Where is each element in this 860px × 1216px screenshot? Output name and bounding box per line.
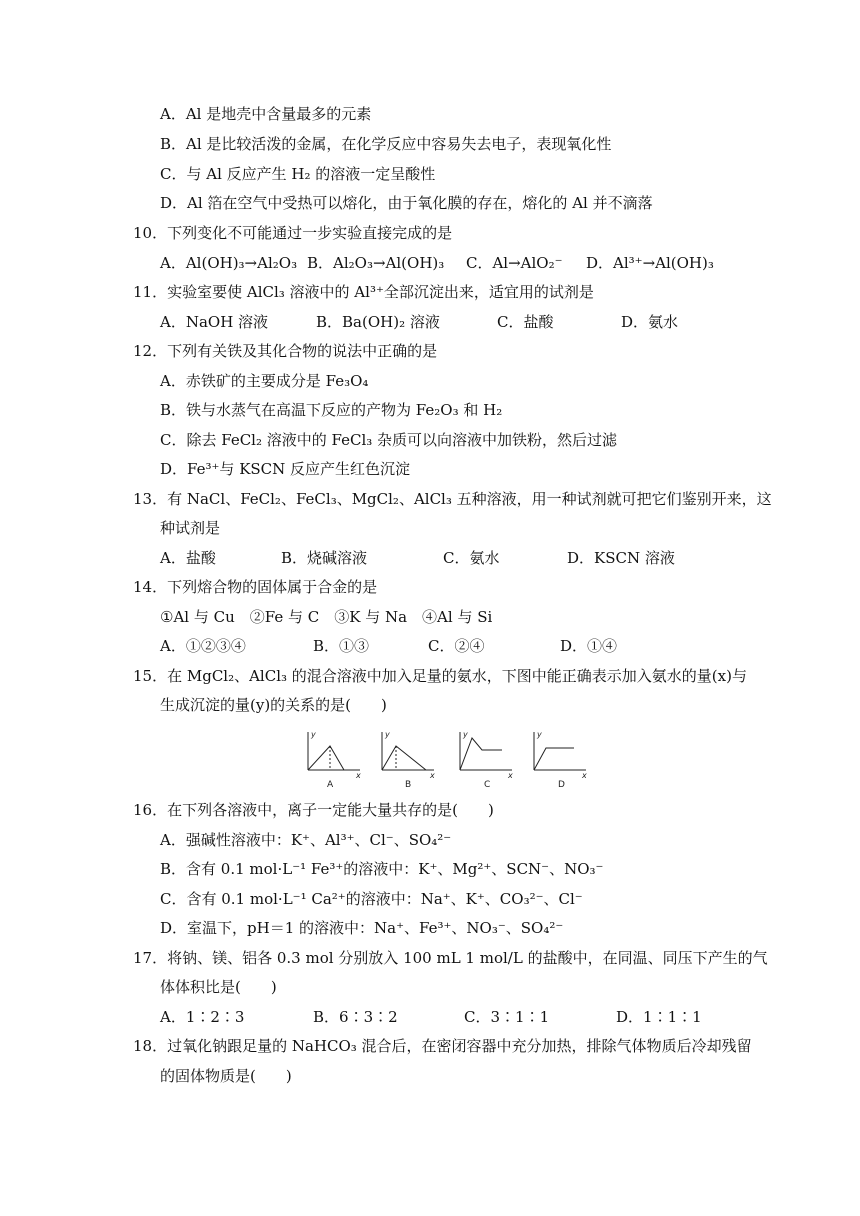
q16-option-b: B．含有 0.1 mol·L⁻¹ Fe³⁺的溶液中：K⁺、Mg²⁺、SCN⁻、NO₃⁻ <box>160 860 604 878</box>
q17-option-b: B．6∶3∶2 <box>313 1008 398 1026</box>
q17-stem-line1: 17．将钠、镁、铝各 0.3 mol 分别放入 100 mL 1 mol/L 的盐酸中，在同温、同压下产生的气 <box>133 949 768 967</box>
q12-stem: 12．下列有关铁及其化合物的说法中正确的是 <box>133 342 438 360</box>
q13-option-c: C．氨水 <box>443 549 500 567</box>
q16-option-c: C．含有 0.1 mol·L⁻¹ Ca²⁺的溶液中：Na⁺、K⁺、CO₃²⁻、Cl⁻ <box>160 890 583 908</box>
graph-c-x-label: x <box>508 771 513 780</box>
q11-stem: 11．实验室要使 AlCl₃ 溶液中的 Al³⁺全部沉淀出来，适宜用的试剂是 <box>133 283 594 301</box>
q11-option-a: A．NaOH 溶液 <box>160 313 269 331</box>
q13-option-d: D．KSCN 溶液 <box>567 549 675 567</box>
q18-stem-line2: 的固体物质是( ) <box>160 1067 292 1085</box>
q11-option-c: C．盐酸 <box>497 313 554 331</box>
graph-b-x-label: x <box>430 771 435 780</box>
q14-items: ①Al 与 Cu ②Fe 与 C ③K 与 Na ④Al 与 Si <box>160 608 493 626</box>
q12-option-a: A．赤铁矿的主要成分是 Fe₃O₄ <box>160 372 369 390</box>
q16-option-d: D．室温下，pH＝1 的溶液中：Na⁺、Fe³⁺、NO₃⁻、SO₄²⁻ <box>160 919 564 937</box>
q16-option-a: A．强碱性溶液中：K⁺、Al³⁺、Cl⁻、SO₄²⁻ <box>160 831 452 849</box>
graph-c-y-label: y <box>463 730 468 739</box>
graph-b <box>382 732 434 770</box>
q13-stem-line2: 种试剂是 <box>160 519 221 537</box>
q13-stem-line1: 13．有 NaCl、FeCl₂、FeCl₃、MgCl₂、AlCl₃ 五种溶液，用一种试剂就可把它们鉴别开来，这 <box>133 490 772 508</box>
q14-option-a: A．①②③④ <box>160 637 246 655</box>
q15-stem-line2: 生成沉淀的量(y)的关系的是( ) <box>160 696 387 714</box>
q14-option-c: C．②④ <box>428 637 485 655</box>
graph-d-x-label: x <box>582 771 587 780</box>
q12-option-b: B．铁与水蒸气在高温下反应的产物为 Fe₂O₃ 和 H₂ <box>160 401 503 419</box>
q10-stem: 10．下列变化不可能通过一步实验直接完成的是 <box>133 224 453 242</box>
q10-option-b: B．Al₂O₃→Al(OH)₃ <box>307 254 445 272</box>
graph-b-label: B <box>405 780 412 790</box>
q14-option-d: D．①④ <box>560 637 618 655</box>
q17-option-c: C．3∶1∶1 <box>464 1008 550 1026</box>
q10-option-a: A．Al(OH)₃→Al₂O₃ <box>160 254 298 272</box>
q9-option-a: A．Al 是地壳中含量最多的元素 <box>160 105 372 123</box>
graph-d-curve <box>534 748 574 770</box>
q15-graphs-svg <box>300 728 590 792</box>
graph-a-y-label: y <box>311 730 316 739</box>
graph-c <box>460 732 512 770</box>
graph-b-y-label: y <box>385 730 390 739</box>
q13-option-a: A．盐酸 <box>160 549 216 567</box>
q15-graph-options <box>300 728 590 792</box>
q10-option-d: D．Al³⁺→Al(OH)₃ <box>586 254 714 272</box>
q14-option-b: B．①③ <box>313 637 370 655</box>
q15-stem-line1: 15．在 MgCl₂、AlCl₃ 的混合溶液中加入足量的氨水，下图中能正确表示加入氨水的量(x)与 <box>133 667 747 685</box>
q14-stem: 14．下列熔合物的固体属于合金的是 <box>133 578 378 596</box>
q12-option-c: C．除去 FeCl₂ 溶液中的 FeCl₃ 杂质可以向溶液中加铁粉，然后过滤 <box>160 431 618 449</box>
q10-option-c: C．Al→AlO₂⁻ <box>466 254 563 272</box>
graph-a-curve <box>308 746 344 770</box>
graph-d-y-label: y <box>537 730 542 739</box>
graph-a-label: A <box>327 780 334 790</box>
q17-stem-line2: 体体积比是( ) <box>160 978 277 996</box>
graph-c-label: C <box>484 780 491 790</box>
q12-option-d: D．Fe³⁺与 KSCN 反应产生红色沉淀 <box>160 460 411 478</box>
q11-option-b: B．Ba(OH)₂ 溶液 <box>316 313 440 331</box>
q16-stem: 16．在下列各溶液中，离子一定能大量共存的是( ) <box>133 801 494 819</box>
q9-option-c: C．与 Al 反应产生 H₂ 的溶液一定呈酸性 <box>160 165 436 183</box>
graph-a <box>308 732 360 770</box>
q9-option-d: D．Al 箔在空气中受热可以熔化，由于氧化膜的存在，熔化的 Al 并不滴落 <box>160 194 653 212</box>
q17-option-d: D．1∶1∶1 <box>616 1008 702 1026</box>
graph-a-x-label: x <box>356 771 361 780</box>
q9-option-b: B．Al 是比较活泼的金属，在化学反应中容易失去电子，表现氧化性 <box>160 135 612 153</box>
q18-stem-line1: 18．过氧化钠跟足量的 NaHCO₃ 混合后，在密闭容器中充分加热，排除气体物质后冷却残留 <box>133 1037 752 1055</box>
q17-option-a: A．1∶2∶3 <box>160 1008 245 1026</box>
graph-d-label: D <box>558 780 565 790</box>
graph-d <box>534 732 586 770</box>
graph-c-curve <box>460 738 502 770</box>
graph-b-curve <box>382 746 426 770</box>
q11-option-d: D．氨水 <box>621 313 679 331</box>
q13-option-b: B．烧碱溶液 <box>281 549 368 567</box>
